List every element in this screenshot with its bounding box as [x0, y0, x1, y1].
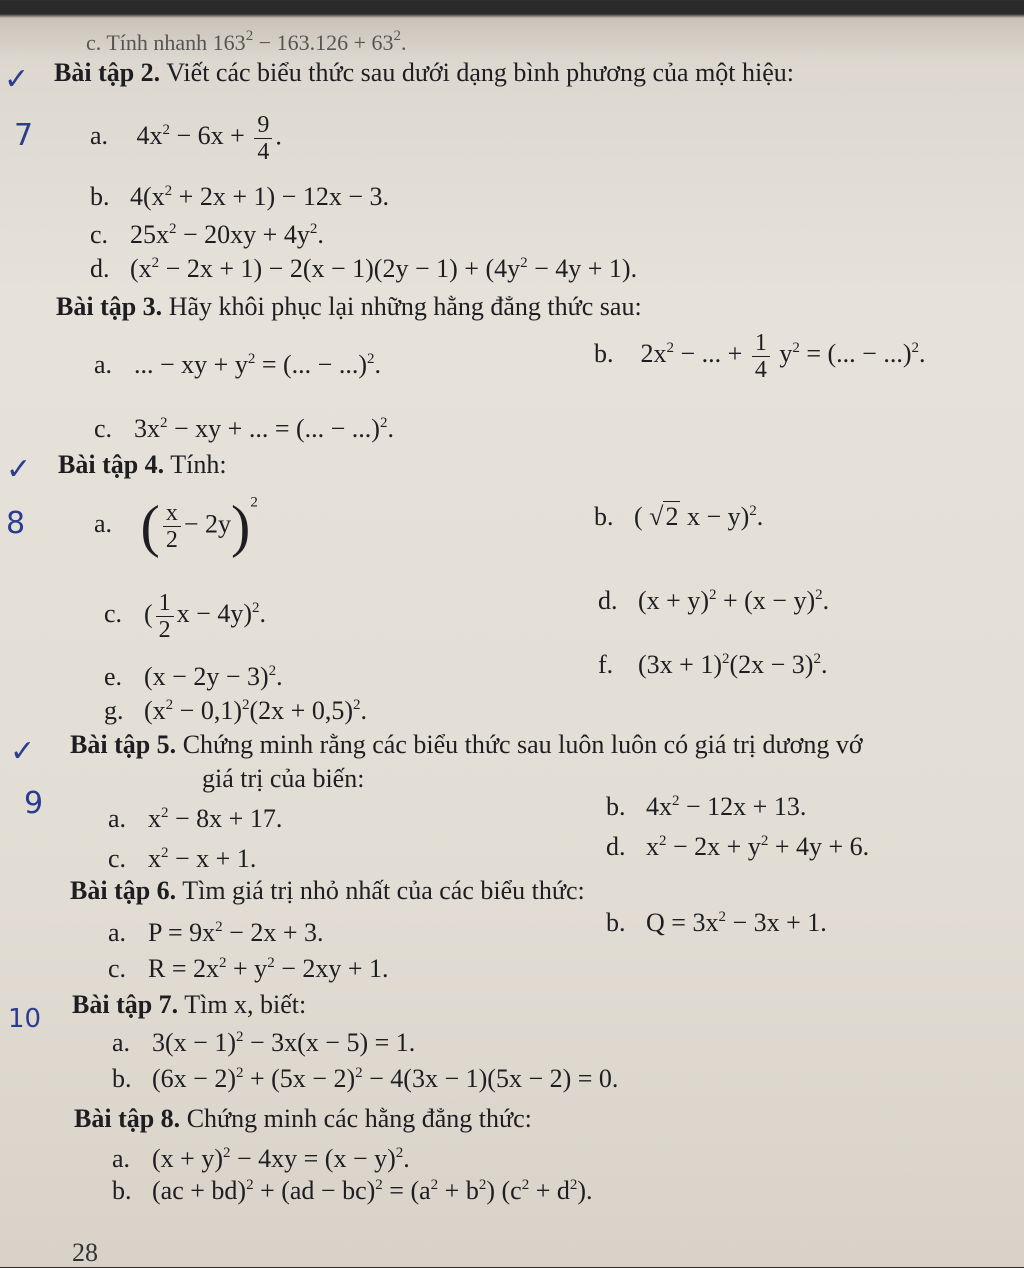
ex4-a-close-paren: ) [231, 493, 251, 559]
ex5-item-c [108, 844, 256, 874]
handwritten-8: 8 [6, 506, 26, 541]
ex4-d-label: d. [598, 586, 618, 615]
ex4-a-label: a. [94, 509, 113, 539]
ex3-b-num: 1 [752, 330, 770, 357]
ex2-title: Bài tập 2. [54, 58, 161, 87]
ex3-b-post: $y^2$ = (... − ...)$^2$. [779, 339, 926, 369]
ex5-item-a [108, 804, 282, 834]
ex3-title: Bài tập 3. [56, 292, 163, 321]
ex4-a-rest: − 2y [183, 509, 231, 539]
ex2-heading [54, 58, 794, 88]
ex5-text-line2: giá trị của biến: [202, 764, 365, 793]
ex4-f-expr: $(3x + 1)^2(2x - 3)^2$. [638, 650, 828, 679]
ex8-heading [74, 1104, 532, 1134]
ex3-b-label: b. [594, 339, 614, 369]
top-partial-line: c. Tính nhanh $163^2 - 163.126 + 63^2$. [86, 28, 407, 55]
ex4-text: Tính: [170, 450, 227, 479]
check-mark-1: ✓ [4, 62, 30, 97]
ex5-c-expr: $x^2 - x + 1$. [148, 844, 257, 873]
ex7-text: Tìm x, biết: [184, 990, 307, 1019]
ex2-c-expr: $25x^2 - 20xy + 4y^2$. [130, 220, 324, 249]
ex4-a-open-paren: ( [140, 493, 160, 559]
ex4-c-num: 1 [156, 590, 174, 617]
ex3-a-expr: ... − xy + $y^2$ = (... − ...)$^2$. [134, 350, 381, 379]
ex6-item-a [108, 918, 324, 948]
ex5-item-d [606, 832, 869, 862]
ex2-a-num: 9 [254, 112, 272, 139]
ex4-item-g [104, 696, 367, 726]
ex7-item-b [112, 1064, 618, 1094]
handwritten-9: 9 [24, 786, 44, 821]
ex3-heading [56, 292, 642, 322]
ex4-g-expr: $(x^2 - 0,1)^2(2x + 0,5)^2$. [144, 696, 367, 725]
check-mark-3: ✓ [10, 734, 36, 769]
ex4-title: Bài tập 4. [58, 450, 165, 479]
ex3-item-b [594, 330, 925, 383]
ex5-d-expr: $x^2 - 2x + y^2 + 4y + 6$. [646, 832, 870, 861]
ex5-d-label: d. [606, 832, 626, 861]
ex4-c-fraction [156, 590, 174, 643]
ex8-text: Chứng minh các hằng đẳng thức: [186, 1104, 532, 1133]
ex4-item-b: b. ( √2 x − y)$^2$. [594, 502, 764, 531]
ex2-text: Viết các biểu thức sau dưới dạng bình phương của một hiệu: [166, 58, 795, 87]
ex6-text: Tìm giá trị nhỏ nhất của các biểu thức: [182, 876, 585, 905]
ex8-item-b [112, 1176, 593, 1206]
check-mark-2: ✓ [6, 452, 32, 487]
ex8-title: Bài tập 8. [74, 1104, 181, 1133]
ex6-item-c [108, 954, 389, 984]
ex4-item-d [598, 586, 829, 616]
ex2-c-label: c. [90, 220, 109, 249]
ex2-a-fraction [254, 112, 272, 165]
ex3-b-fraction [752, 330, 770, 383]
ex2-b-expr: $4(x^2 + 2x + 1) - 12x - 3$. [130, 182, 389, 211]
ex4-item-c [104, 590, 266, 643]
ex8-item-a [112, 1144, 410, 1174]
ex8-b-label: b. [112, 1176, 132, 1205]
ex4-item-f [598, 650, 827, 680]
ex3-item-c [94, 414, 394, 444]
ex5-b-expr: $4x^2 - 12x + 13$. [646, 792, 807, 821]
ex4-b-pre: ( [634, 502, 643, 531]
ex2-item-d [90, 254, 637, 284]
ex3-b-pre: $2x^2$ − ... + [640, 339, 743, 369]
ex2-d-label: d. [90, 254, 110, 283]
ex4-a-exponent: 2 [250, 494, 258, 511]
ex7-b-label: b. [112, 1064, 132, 1093]
ex4-heading [58, 450, 227, 480]
ex5-b-label: b. [606, 792, 626, 821]
ex8-a-label: a. [112, 1144, 131, 1173]
ex2-item-c [90, 220, 324, 250]
ex2-item-a [90, 112, 282, 165]
ex7-heading [72, 990, 306, 1020]
ex4-c-den: 2 [158, 617, 171, 643]
ex2-b-label: b. [90, 182, 110, 211]
ex4-item-e [104, 662, 283, 692]
ex4-e-label: e. [104, 662, 123, 691]
ex3-item-a [94, 350, 381, 380]
ex4-a-fraction [163, 500, 181, 553]
ex4-c-post: x − 4y)$^2$. [176, 599, 266, 629]
page-number: 28 [72, 1238, 98, 1267]
ex2-a-den: 4 [257, 139, 270, 165]
ex2-a-label: a. [90, 121, 109, 151]
ex2-a-expr: $4x^2 - 6x$ + [136, 121, 245, 151]
ex2-a-end: . [275, 121, 282, 151]
ex3-c-label: c. [94, 414, 113, 443]
ex4-f-label: f. [598, 650, 614, 679]
ex4-b-label: b. [594, 502, 614, 531]
ex5-a-expr: $x^2 - 8x + 17$. [148, 804, 283, 833]
ex4-a-den: 2 [165, 527, 178, 553]
ex3-b-den: 4 [754, 357, 767, 383]
ex4-c-pre: ( [144, 599, 153, 629]
ex5-text: Chứng minh rằng các biểu thức sau luôn luôn có giá trị dương vớ [182, 730, 863, 759]
ex6-title: Bài tập 6. [70, 876, 177, 905]
ex2-item-b [90, 182, 389, 212]
ex4-e-expr: $(x - 2y - 3)^2$. [144, 662, 283, 691]
ex6-item-b [606, 908, 827, 938]
ex5-title: Bài tập 5. [70, 730, 177, 759]
handwritten-10: 10 [8, 1004, 42, 1034]
ex7-a-label: a. [112, 1028, 131, 1057]
ex4-b-root: 2 [665, 502, 679, 531]
ex6-a-label: a. [108, 918, 127, 947]
ex3-c-expr: $3x^2$ − xy + ... = (... − ...)$^2$. [134, 414, 394, 443]
ex5-item-b [606, 792, 806, 822]
ex4-c-label: c. [104, 599, 123, 629]
ex5-c-label: c. [108, 844, 127, 873]
ex6-b-label: b. [606, 908, 626, 937]
ex7-b-expr: $(6x - 2)^2 + (5x - 2)^2 - 4(3x - 1)(5x - 2) = 0$. [152, 1064, 619, 1093]
ex3-a-label: a. [94, 350, 113, 379]
ex6-b-expr: $Q = 3x^2 - 3x + 1$. [646, 908, 827, 937]
ex3-text: Hãy khôi phục lại những hằng đẳng thức sau: [168, 292, 642, 321]
ex6-c-label: c. [108, 954, 127, 983]
ex4-item-a [94, 493, 258, 559]
ex6-heading [70, 876, 585, 906]
ex7-title: Bài tập 7. [72, 990, 179, 1019]
handwritten-7: 7 [14, 118, 34, 153]
ex4-b-post: x − y)$^2$. [686, 502, 764, 531]
ex7-a-expr: $3(x - 1)^2 - 3x(x - 5) = 1$. [152, 1028, 416, 1057]
ex2-d-expr: $(x^2 - 2x + 1) - 2(x - 1)(2y - 1) + (4y^2 - 4y + 1)$. [130, 254, 638, 283]
ex6-a-expr: $P = 9x^2 - 2x + 3$. [148, 918, 324, 947]
ex6-c-expr: $R = 2x^2 + y^2 - 2xy + 1$. [148, 954, 389, 983]
ex4-g-label: g. [104, 696, 124, 725]
ex5-a-label: a. [108, 804, 127, 833]
ex4-d-expr: $(x + y)^2 + (x - y)^2$. [638, 586, 830, 615]
ex5-heading [70, 730, 863, 760]
ex8-b-expr: $(ac + bd)^2 + (ad - bc)^2 = (a^2 + b^2) (c^2 + d^2)$. [152, 1176, 593, 1205]
ex8-a-expr: $(x + y)^2 - 4xy = (x - y)^2$. [152, 1144, 410, 1173]
ex4-a-num: x [163, 500, 181, 527]
ex7-item-a [112, 1028, 415, 1058]
